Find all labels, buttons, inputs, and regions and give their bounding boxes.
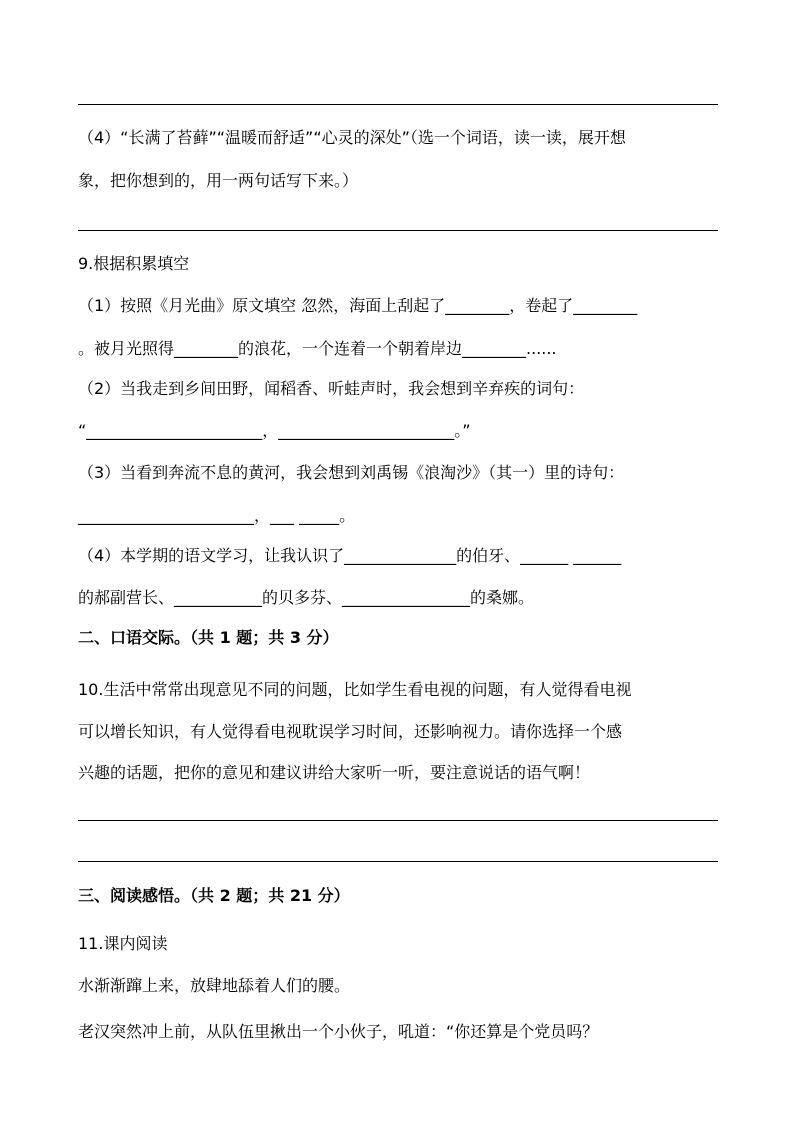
q10-line-2: 可以增长知识，有人觉得看电视耽误学习时间，还影响视力。请你选择一个感 [78, 722, 623, 741]
q10-line-3: 兴趣的话题，把你的意见和建议讲给大家听一听，要注意说话的语气啊！ [78, 763, 591, 782]
answer-line [78, 104, 718, 105]
q9-title: 9.根据积累填空 [78, 254, 190, 273]
q9-4-line-1: （4）本学期的语文学习，让我认识了______________的伯牙、______ ______ [78, 546, 622, 565]
section-heading-oral: 二、口语交际。（共 1 题；共 3 分） [78, 628, 339, 647]
q9-2-line-2: “______________________，______________________。” [78, 421, 471, 440]
answer-line [78, 861, 718, 862]
q9-1-line-2: 。被月光照得________的浪花，一个连着一个朝着岸边________...... [78, 339, 557, 358]
q9-3-line-2: ______________________，___ _____。 [78, 506, 356, 525]
answer-line [78, 820, 718, 821]
q11-passage-line-1: 水渐渐蹿上来，放肆地舔着人们的腰。 [78, 976, 351, 995]
q11-passage-line-2: 老汉突然冲上前，从队伍里揪出一个小伙子，吼道：“你还算是个党员吗？ [78, 1022, 599, 1041]
q9-2-line-1: （2）当我走到乡间田野，闻稻香、听蛙声时，我会想到辛弃疾的词句： [78, 379, 585, 398]
q8-4-line-1: （4）“长满了苔藓”“温暖而舒适”“心灵的深处”（选一个词语，读一读，展开想 [78, 128, 626, 147]
q9-1-line-1: （1）按照《月光曲》原文填空 忽然，海面上刮起了________，卷起了________ [78, 296, 638, 315]
q9-3-line-1: （3）当看到奔流不息的黄河，我会想到刘禹锡《浪淘沙》（其一）里的诗句： [78, 463, 625, 482]
q9-4-line-2: 的郝副营长、___________的贝多芬、________________的桑娜。 [78, 588, 535, 607]
answer-line [78, 230, 718, 231]
q10-line-1: 10.生活中常常出现意见不同的问题，比如学生看电视的问题，有人觉得看电视 [78, 680, 632, 699]
section-heading-reading: 三、阅读感悟。（共 2 题；共 21 分） [78, 886, 350, 905]
q11-title: 11.课内阅读 [78, 934, 168, 953]
q8-4-line-2: 象，把你想到的，用一两句话写下来。） [78, 171, 359, 190]
